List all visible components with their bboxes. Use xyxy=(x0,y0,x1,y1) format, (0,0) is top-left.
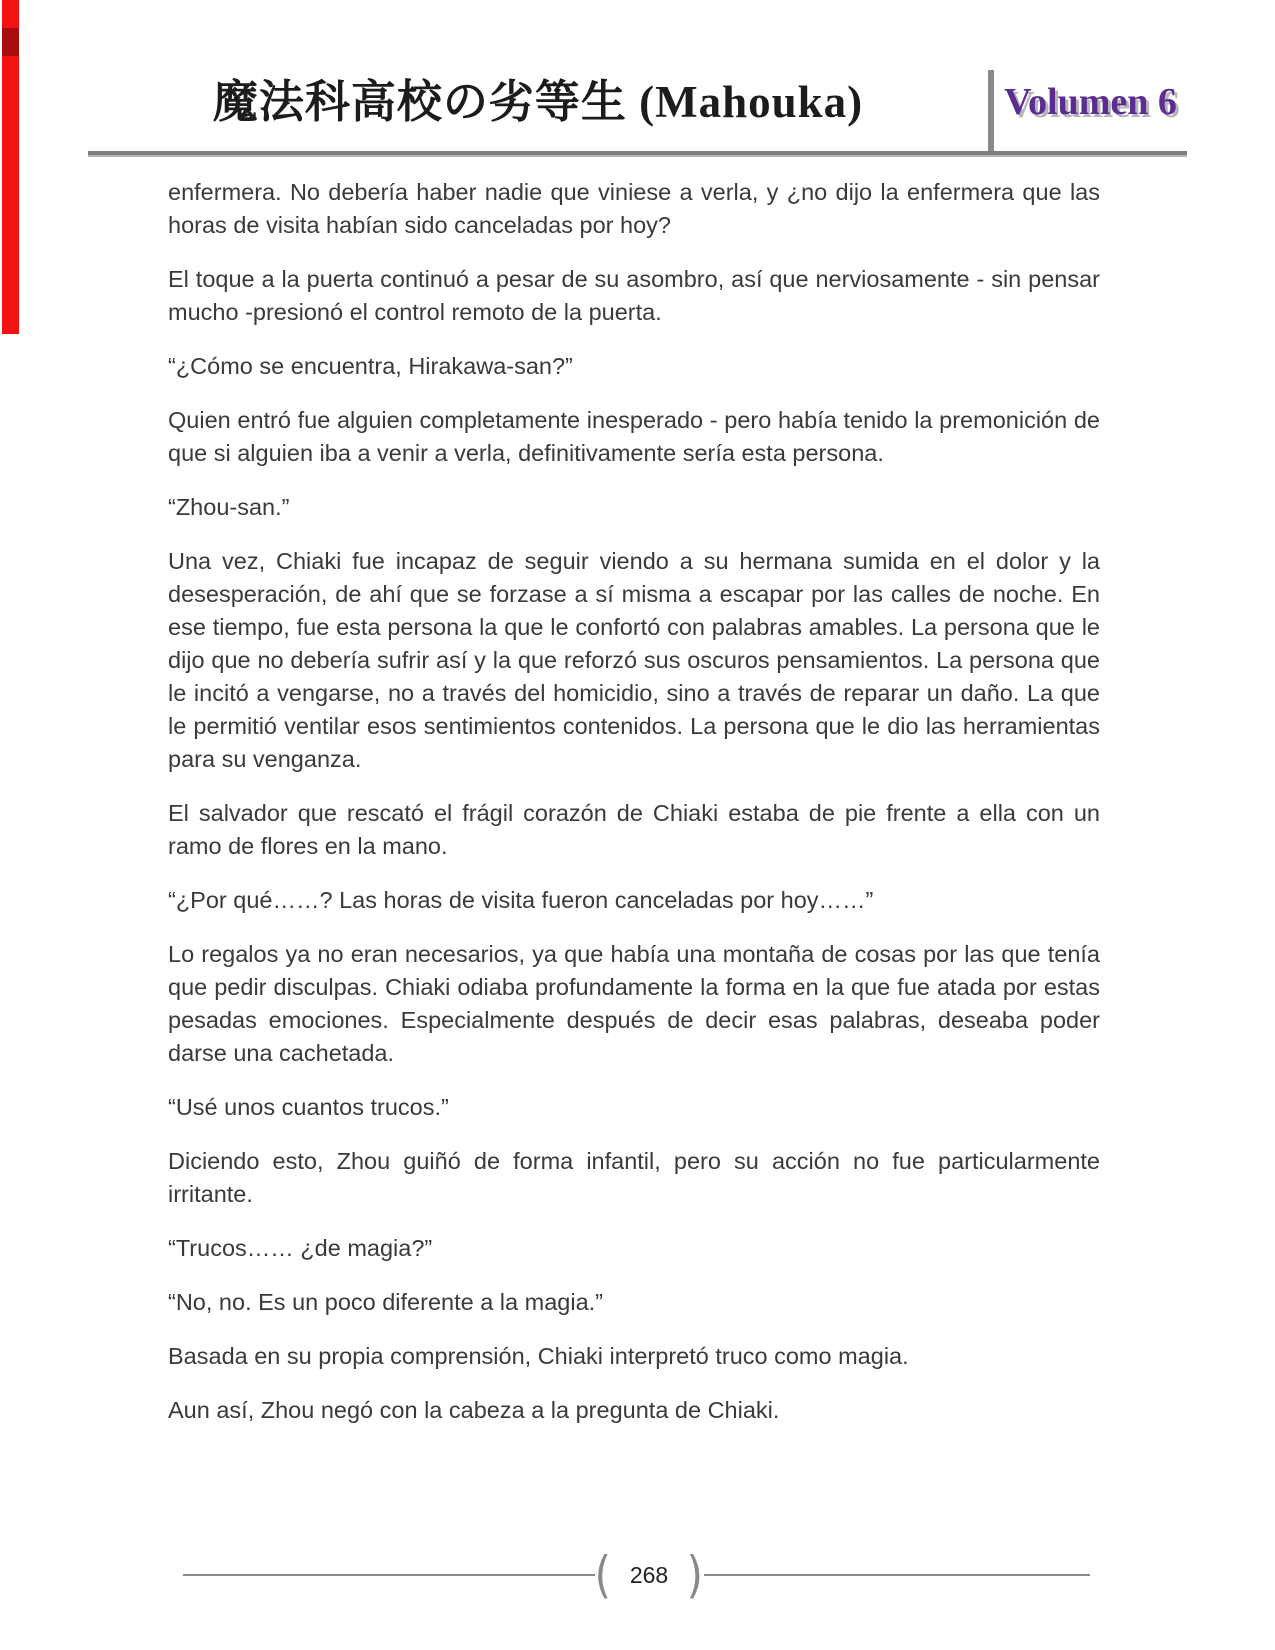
header-divider xyxy=(88,151,1187,157)
paragraph: enfermera. No debería haber nadie que viniese a verla, y ¿no dijo la enfermera que las horas de visita habían sido canceladas por hoy? xyxy=(168,179,1100,238)
body-text xyxy=(168,176,1100,1427)
paragraph: El toque a la puerta continuó a pesar de su asombro, así que nerviosamente - sin pensar mucho -presionó el control remoto de la puerta. xyxy=(168,266,1100,325)
paragraph: “¿Cómo se encuentra, Hirakawa-san?” xyxy=(168,353,573,379)
paragraph: Quien entró fue alguien completamente inesperado - pero había tenido la premonición de que si alguien iba a venir a verla, definitivamente sería esta persona. xyxy=(168,407,1100,466)
page-number: 268 xyxy=(629,1562,669,1588)
paragraph: “Trucos…… ¿de magia?” xyxy=(168,1235,433,1261)
paragraph: Basada en su propia comprensión, Chiaki interpretó truco como magia. xyxy=(168,1343,909,1369)
paragraph: “¿Por qué……? Las horas de visita fueron canceladas por hoy……” xyxy=(168,887,874,913)
paragraph: Una vez, Chiaki fue incapaz de seguir viendo a su hermana sumida en el dolor y la desesperación, de ahí que se forzase a sí misma a escapar por las calles de noche. En ese tiempo, fue esta persona la que le confortó con palabras amables. La persona que le dijo que no debería sufrir así y la que reforzó sus oscuros pensamientos. La persona que le incitó a vengarse, no a través del homicidio, sino a través de reparar un daño. La que le permitió ventilar esos sentimientos contenidos. La persona que le dio las herramientas para su venganza. xyxy=(168,548,1100,772)
paragraph: El salvador que rescató el frágil corazón de Chiaki estaba de pie frente a ella con un ramo de flores en la mano. xyxy=(168,800,1100,859)
footer-bracket-right-icon: ) xyxy=(686,1546,704,1604)
volume-box xyxy=(988,70,1187,152)
paragraph: Lo regalos ya no eran necesarios, ya que había una montaña de cosas por las que tenía que pedir disculpas. Chiaki odiaba profundamente la forma en la que fue atada por estas pesadas emociones. Especialmente después de decir esas palabras, deseaba poder darse una cachetada. xyxy=(168,941,1100,1066)
paragraph: “Usé unos cuantos trucos.” xyxy=(168,1094,449,1120)
paragraph: “Zhou-san.” xyxy=(168,494,290,520)
footer-rule-right xyxy=(704,1574,1090,1576)
paragraph: Diciendo esto, Zhou guiñó de forma infantil, pero su acción no fue particularmente irritante. xyxy=(168,1148,1100,1207)
footer-rule-left xyxy=(183,1574,595,1576)
footer-page-indicator xyxy=(593,1548,705,1602)
bookmark-ribbon xyxy=(2,0,19,334)
paragraph: “No, no. Es un poco diferente a la magia.” xyxy=(168,1289,603,1315)
page-title: 魔法科高校の劣等生 (Mahouka) xyxy=(212,77,864,127)
paragraph: Aun así, Zhou negó con la cabeza a la pregunta de Chiaki. xyxy=(168,1397,780,1423)
volume-label: Volumen 6 xyxy=(1004,81,1177,123)
footer-bracket-left-icon: ( xyxy=(594,1546,612,1604)
